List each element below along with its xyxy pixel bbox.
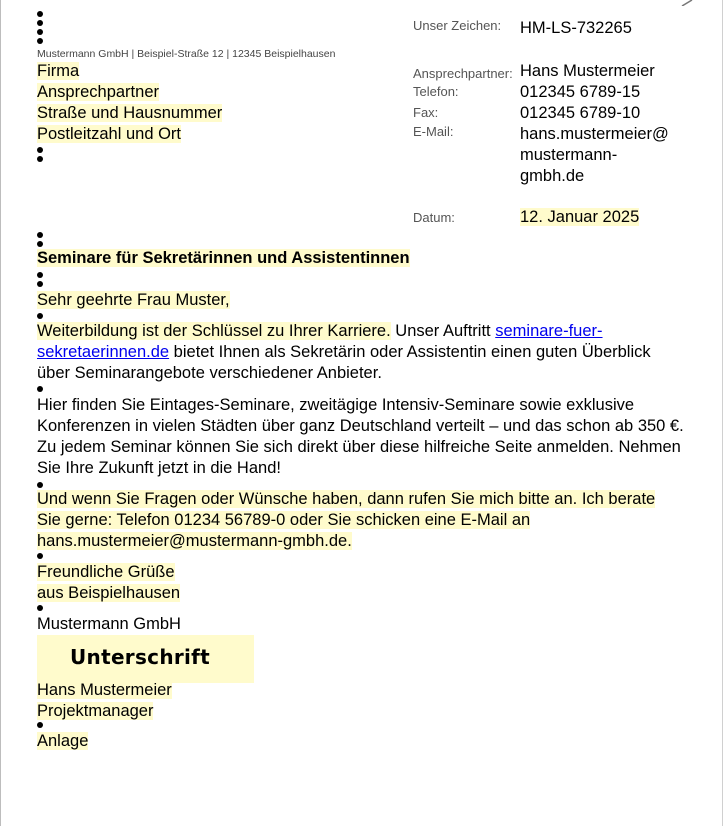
contact-value: Hans Mustermeier [520, 62, 655, 80]
date-value: 12. Januar 2025 [520, 208, 640, 226]
closing-greeting: Freundliche Grüße [37, 563, 175, 581]
signer-name: Hans Mustermeier [37, 681, 172, 699]
closing [37, 562, 180, 604]
closing-location: aus Beispielhausen [37, 584, 181, 602]
page-edge-right [722, 0, 723, 826]
signer-block [37, 680, 172, 722]
page-corner-mark [680, 0, 694, 6]
page-edge-left [0, 0, 1, 826]
salutation: Sehr geehrte Frau Muster, [37, 291, 230, 309]
empty-paragraph-mark [37, 605, 43, 614]
contact-label: Ansprechpartner: [413, 66, 513, 81]
reference-label: Unser Zeichen: [413, 18, 502, 33]
attachment-note: Anlage [37, 732, 89, 750]
email-value: hans.mustermeier@ mustermann- gmbh.de [520, 125, 669, 185]
fax-label: Fax: [413, 105, 439, 120]
paragraph-intro: Weiterbildung ist der Schlüssel zu Ihrer Karriere. Unser Auftritt seminare-fuer-sekretaerinnen.de bietet Ihnen als Sekretärin oder Assistentin einen guten Überblick über Seminarangebote verschiedener Anbieter. [37, 322, 651, 382]
date-label: Datum: [413, 210, 455, 225]
empty-paragraph-marks [37, 147, 43, 165]
reference-value: HM-LS-732265 [520, 19, 632, 37]
empty-paragraph-mark [37, 553, 43, 562]
empty-paragraph-marks [37, 272, 43, 290]
signature: Unterschrift [70, 645, 211, 669]
recipient-company: Firma [37, 62, 80, 80]
email-label: E-Mail: [413, 124, 454, 139]
empty-paragraph-marks [37, 11, 43, 47]
recipient-address [37, 61, 222, 145]
subject-line: Seminare für Sekretärinnen und Assistentinnen [37, 249, 410, 267]
fax-value: 012345 6789-10 [520, 104, 641, 122]
website-link[interactable]: seminare-fuer-sekretaerinnen.de [37, 322, 603, 361]
recipient-contact: Ansprechpartner [37, 83, 159, 101]
empty-paragraph-mark [37, 722, 43, 731]
paragraph-contact: Und wenn Sie Fragen oder Wünsche haben, dann rufen Sie mich bitte an. Ich berate Sie gerne: Telefon 01234 56789-0 oder Sie schicken eine E-Mail an hans.mustermeier@mustermann-gmbh.de. [37, 490, 656, 550]
recipient-city: Postleitzahl und Ort [37, 125, 181, 143]
company-name: Mustermann GmbH [37, 615, 181, 633]
signer-title: Projektmanager [37, 702, 154, 720]
phone-value: 012345 6789-15 [520, 83, 641, 101]
sender-line: Mustermann GmbH | Beispiel-Straße 12 | 12345 Beispielhausen [37, 48, 336, 60]
phone-label: Telefon: [413, 84, 459, 99]
empty-paragraph-mark [37, 386, 43, 395]
recipient-street: Straße und Hausnummer [37, 104, 223, 122]
paragraph-offer: Hier finden Sie Eintages-Seminare, zweitägige Intensiv-Seminare sowie exklusive Konferenzen in vielen Städten über ganz Deutschland verteilt – und das schon ab 350 €. Zu jedem Seminar können Sie sich direkt über diese hilfreiche Seite anmelden. Nehmen Sie Ihre Zukunft jetzt in die Hand! [37, 396, 684, 477]
